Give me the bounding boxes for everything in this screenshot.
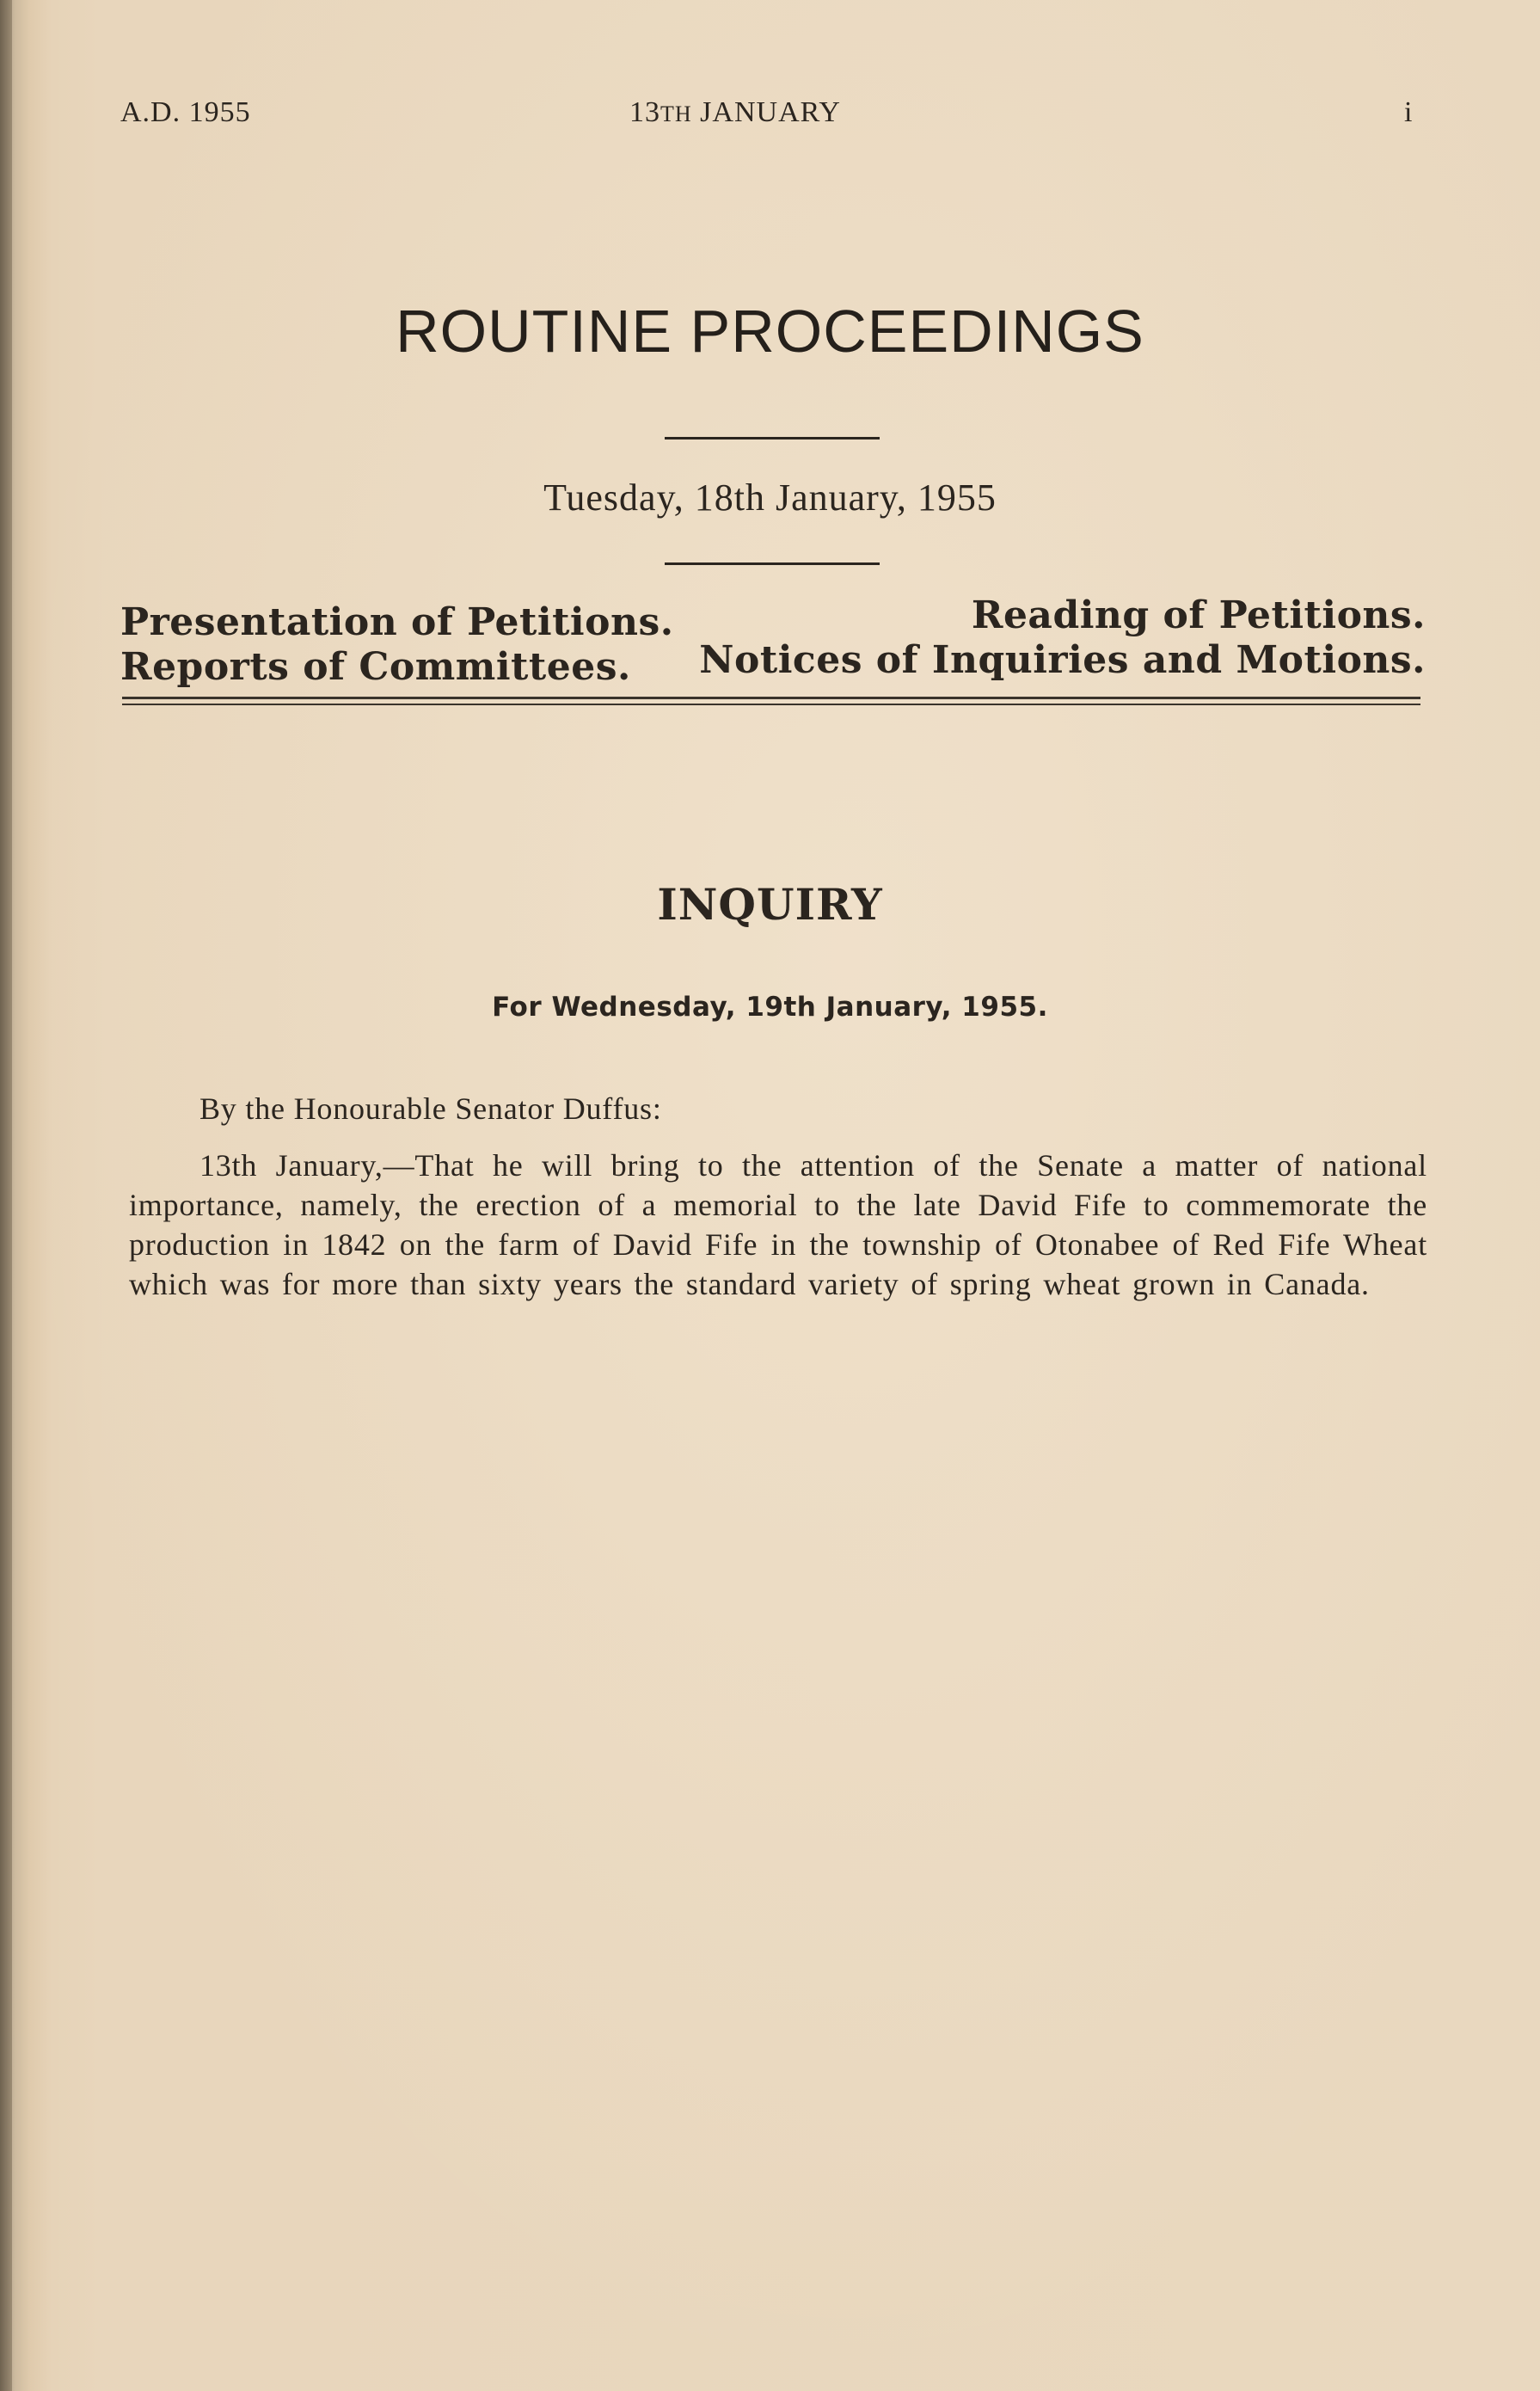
inquiry-by: By the Honourable Senator Duffus: bbox=[199, 1091, 662, 1126]
header-date-month: JANUARY bbox=[700, 96, 841, 128]
order-item-reading-of-petitions: Reading of Petitions. bbox=[971, 593, 1426, 637]
running-header bbox=[120, 96, 1427, 139]
header-date-suffix: TH bbox=[660, 101, 692, 126]
order-item-presentation-of-petitions: Presentation of Petitions. bbox=[120, 600, 674, 644]
title-rule bbox=[665, 437, 880, 439]
inquiry-heading: INQUIRY bbox=[657, 879, 883, 930]
order-item-notices-of-inquiries: Notices of Inquiries and Motions. bbox=[699, 638, 1426, 682]
inquiry-body bbox=[129, 1146, 1427, 1304]
date-rule bbox=[665, 562, 880, 565]
page-title: ROUTINE PROCEEDINGS bbox=[396, 298, 1144, 365]
inquiry-date: For Wednesday, 19th January, 1955. bbox=[492, 992, 1048, 1023]
header-date-number: 13 bbox=[629, 96, 660, 128]
header-year: A.D. 1955 bbox=[120, 96, 251, 128]
section-divider bbox=[122, 697, 1420, 705]
session-date: Tuesday, 18th January, 1955 bbox=[543, 476, 997, 519]
order-item-reports-of-committees: Reports of Committees. bbox=[120, 645, 631, 689]
page-number: i bbox=[1404, 96, 1414, 128]
inquiry-paragraph: 13th January,—That he will bring to the attention of the Senate a matter of national importance, namely, the erection of a memorial to the late David Fife to commemorate the production in 1842 on the farm of David Fife in the township of Otonabee of Red Fife Wheat which was for more than sixty years the standard variety of spring wheat grown in Canada. bbox=[129, 1148, 1427, 1301]
header-date bbox=[629, 96, 841, 129]
